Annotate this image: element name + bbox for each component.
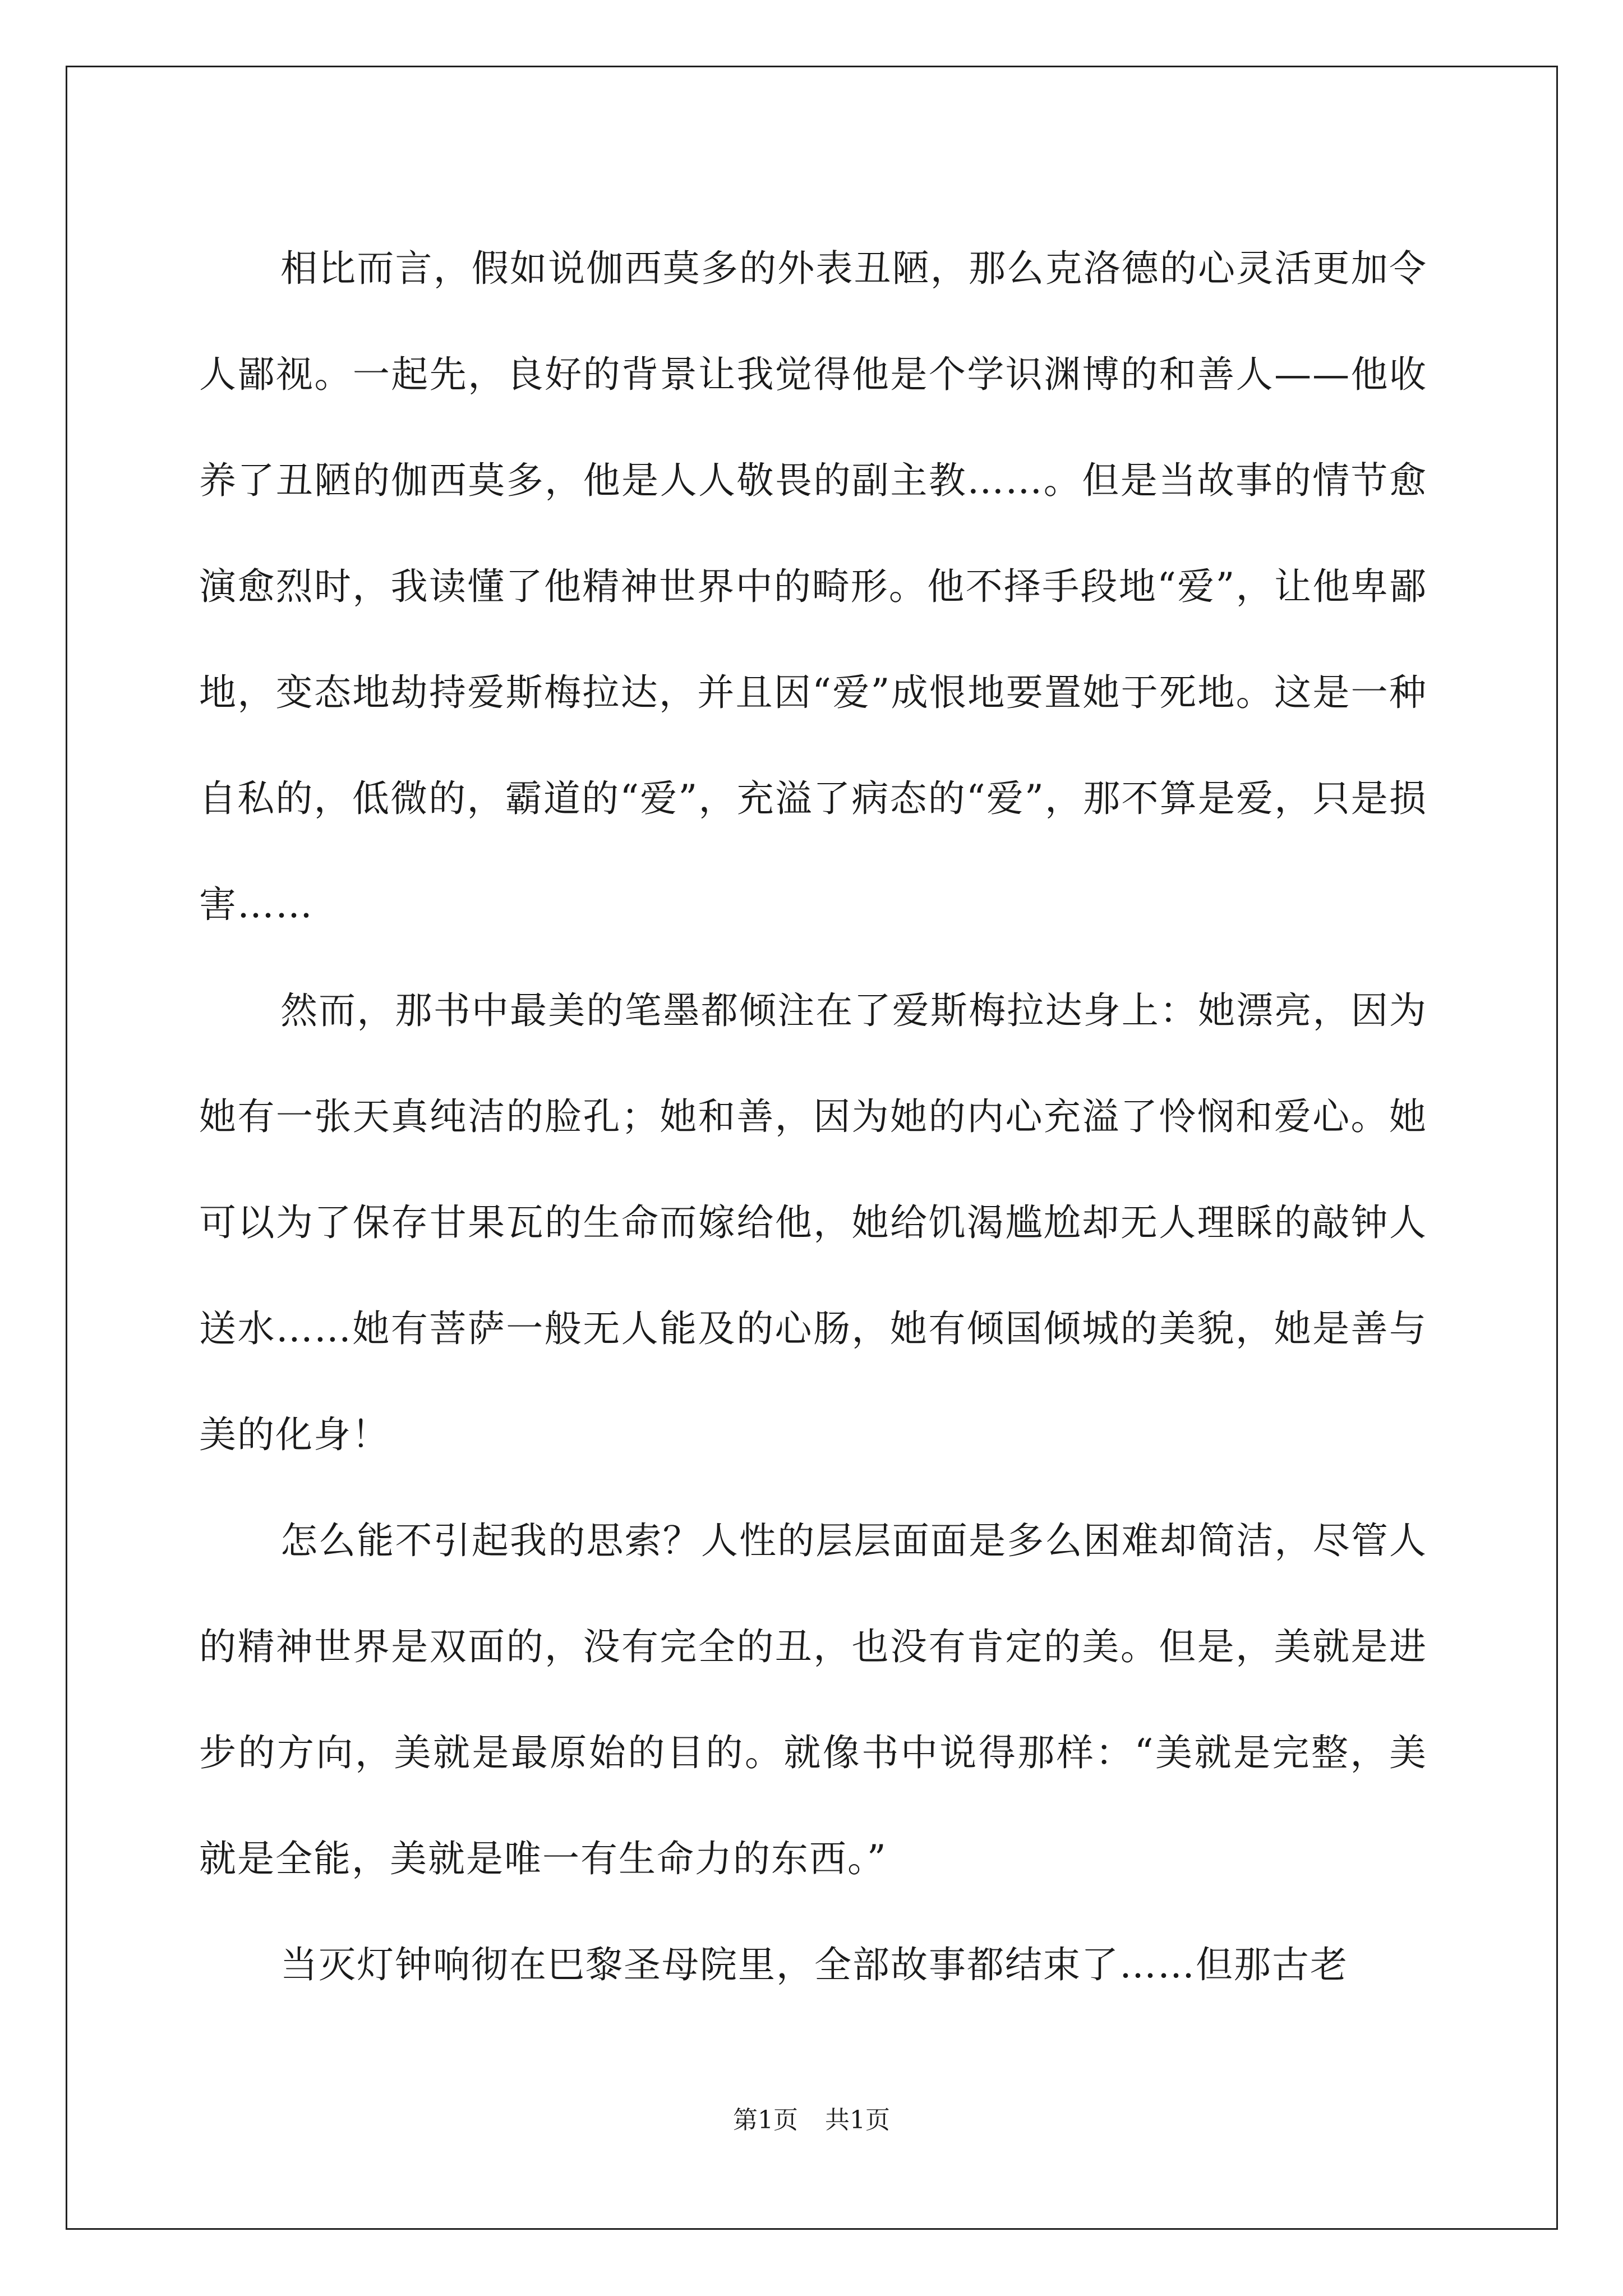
paragraph-1: 相比而言，假如说伽西莫多的外表丑陋，那么克洛德的心灵活更加令人鄙视。一起先，良好的背景让我觉得他是个学识渊博的和善人——他收养了丑陋的伽西莫多，他是人人敬畏的副主教……。但是当故事的情节愈演愈烈时，我读懂了他精神世界中的畸形。他不择手段地“爱”，让他卑鄙地，变态地劫持爱斯梅拉达，并且因“爱”成恨地要置她于死地。这是一种自私的，低微的，霸道的“爱”，充溢了病态的“爱”，那不算是爱，只是损害…… xyxy=(199,247,1427,926)
paragraph-4: 当灭灯钟响彻在巴黎圣母院里，全部故事都结束了……但那古老 xyxy=(280,1943,1348,1986)
page-footer xyxy=(0,2104,1623,2137)
article-body xyxy=(199,215,1427,2018)
page-number: 第1页 xyxy=(733,2106,798,2134)
paragraph-3: 怎么能不引起我的思索？人性的层层面面是多么困难却简洁，尽管人的精神世界是双面的，没有完全的丑，也没有肯定的美。但是，美就是进步的方向，美就是最原始的目的。就像书中说得那样：“美就是完整，美就是全能，美就是唯一有生命力的东西。” xyxy=(199,1519,1427,1880)
paragraph-2: 然而，那书中最美的笔墨都倾注在了爱斯梅拉达身上：她漂亮，因为她有一张天真纯洁的脸孔；她和善，因为她的内心充溢了怜悯和爱心。她可以为了保存甘果瓦的生命而嫁给他，她给饥渴尴尬却无人理睬的敲钟人送水……她有菩萨一般无人能及的心肠，她有倾国倾城的美貌，她是善与美的化身！ xyxy=(199,989,1427,1456)
page-total: 共1页 xyxy=(825,2106,890,2134)
